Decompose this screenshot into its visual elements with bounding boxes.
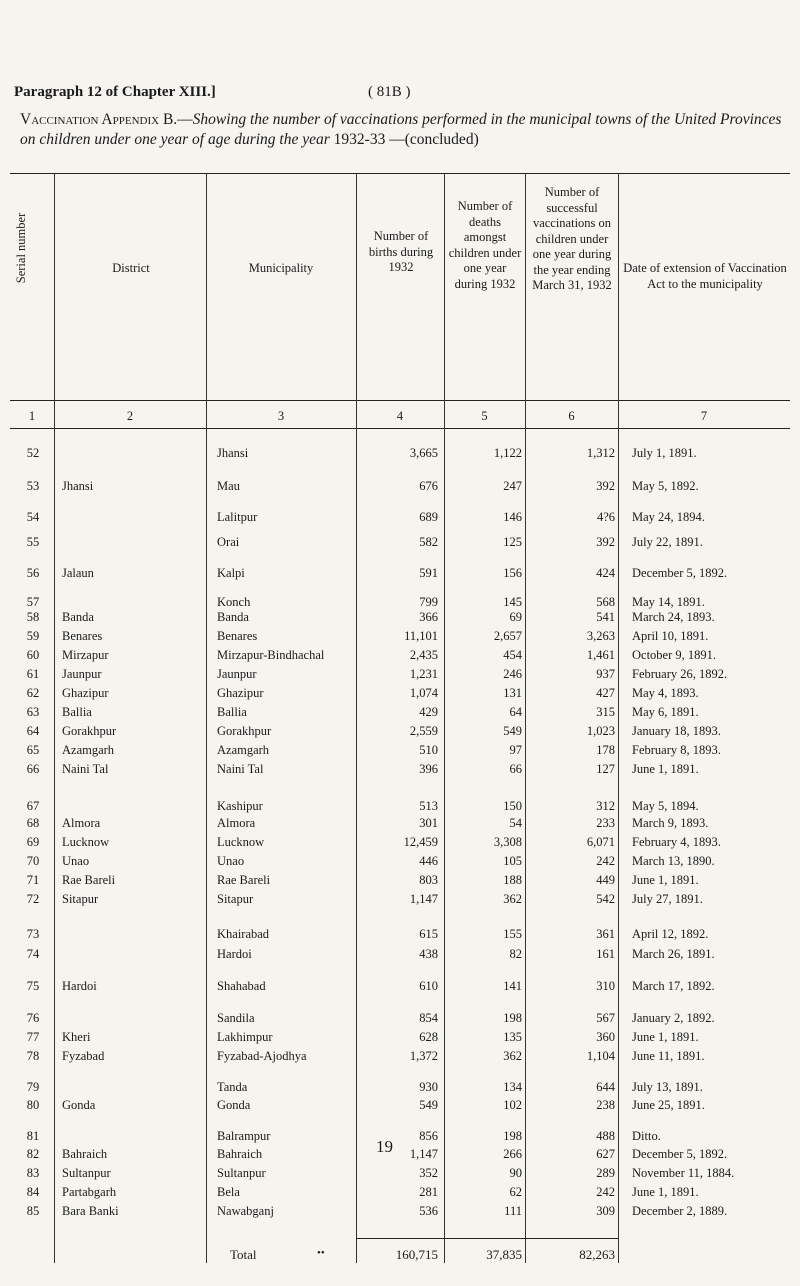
deaths-cell: 66 [509,762,522,776]
births-cell: 352 [419,1166,438,1180]
deaths-cell: 54 [509,816,522,830]
deaths-cell: 111 [504,1204,522,1218]
district-cell: Benares [62,629,103,643]
date-cell: March 24, 1893. [632,610,715,624]
births-cell: 856 [419,1129,438,1143]
vaccinations-cell: 4?6 [596,510,615,524]
table-row [10,1011,790,1027]
date-cell: November 11, 1884. [632,1166,735,1180]
serial-cell: 73 [26,927,40,941]
date-cell: July 27, 1891. [632,892,703,906]
municipality-cell: Ghazipur [217,686,264,700]
serial-cell: 83 [26,1166,40,1180]
municipality-cell: Naini Tal [217,762,264,776]
serial-cell: 65 [26,743,40,757]
deaths-cell: 90 [509,1166,522,1180]
municipality-cell: Nawabganj [217,1204,274,1218]
municipality-cell: Bela [217,1185,240,1199]
district-cell: Sultanpur [62,1166,111,1180]
serial-cell: 58 [26,610,40,624]
serial-cell: 74 [26,947,40,961]
births-cell: 689 [419,510,438,524]
table-caption [20,110,790,150]
vaccinations-cell: 238 [596,1098,615,1112]
vaccinations-cell: 567 [596,1011,615,1025]
vaccinations-cell: 644 [596,1080,615,1094]
date-cell: December 2, 1889. [632,1204,728,1218]
table-row [10,595,790,611]
table-row [10,979,790,995]
table-row [10,667,790,683]
vaccinations-cell: 488 [596,1129,615,1143]
table-row [10,947,790,963]
deaths-cell: 69 [509,610,522,624]
table-row [10,566,790,582]
colnum-6: 6 [568,409,575,423]
municipality-cell: Tanda [217,1080,248,1094]
births-cell: 799 [419,595,438,609]
serial-cell: 80 [26,1098,40,1112]
date-cell: January 18, 1893. [632,724,721,738]
district-cell: Partabgarh [62,1185,117,1199]
deaths-cell: 198 [503,1129,522,1143]
municipality-cell: Balrampur [217,1129,271,1143]
serial-cell: 68 [26,816,40,830]
district-cell: Mirzapur [62,648,109,662]
colnum-5: 5 [481,409,488,423]
colnum-7: 7 [700,409,708,423]
vaccinations-cell: 289 [596,1166,615,1180]
serial-cell: 64 [26,724,40,738]
deaths-cell: 62 [509,1185,522,1199]
table-row [10,1030,790,1046]
caption-italic: Showing the number of vaccinations performed in the municipal towns of the United Provinces on children under one year of age during the year [20,111,782,148]
municipality-cell: Lakhimpur [217,1030,273,1044]
vaccinations-cell: 242 [596,1185,615,1199]
births-cell: 803 [419,873,438,887]
table-row [10,446,790,462]
deaths-cell: 150 [503,799,522,813]
date-cell: December 5, 1892. [632,1147,728,1161]
municipality-cell: Bahraich [217,1147,263,1161]
municipality-cell: Khairabad [217,927,270,941]
serial-cell: 54 [26,510,40,524]
table-row [10,1098,790,1114]
municipality-cell: Sultanpur [217,1166,266,1180]
table-row [10,535,790,551]
deaths-cell: 2,657 [493,629,522,643]
date-cell: June 1, 1891. [632,1185,699,1199]
date-cell: May 5, 1892. [632,479,699,493]
vaccinations-cell: 449 [596,873,615,887]
district-cell: Gorakhpur [62,724,117,738]
municipality-cell: Sandila [217,1011,255,1025]
vaccinations-cell: 310 [596,979,615,993]
table-row [10,1080,790,1096]
date-cell: July 1, 1891. [632,446,697,460]
municipality-cell: Unao [217,854,245,868]
district-cell: Ghazipur [62,686,109,700]
table-top-rule [10,173,790,174]
births-cell: 281 [419,1185,438,1199]
table-row [10,835,790,851]
page-header-left: Paragraph 12 of Chapter XIII.] [14,84,216,100]
table-row [10,816,790,832]
serial-cell: 69 [26,835,40,849]
deaths-cell: 1,122 [493,446,522,460]
date-cell: June 25, 1891. [632,1098,705,1112]
vaccinations-cell: 312 [596,799,615,813]
table-row [10,648,790,664]
municipality-cell: Hardoi [217,947,252,961]
municipality-cell: Lalitpur [217,510,258,524]
page-number: 19 [376,1137,393,1156]
vaccinations-cell: 360 [596,1030,615,1044]
births-cell: 513 [419,799,438,813]
vaccinations-cell: 1,312 [586,446,615,460]
serial-cell: 55 [26,535,40,549]
district-cell: Sitapur [62,892,99,906]
municipality-cell: Mau [217,479,240,493]
vaccinations-cell: 542 [596,892,615,906]
table-row [10,705,790,721]
serial-cell: 60 [26,648,40,662]
serial-cell: 78 [26,1049,40,1063]
colnum-2: 2 [126,409,134,423]
table-row [10,510,790,526]
colnum-1: 1 [28,409,36,423]
deaths-cell: 105 [503,854,522,868]
total-label: Total [230,1247,257,1262]
district-cell: Naini Tal [62,762,109,776]
date-cell: May 6, 1891. [632,705,699,719]
vaccinations-cell: 392 [596,479,615,493]
deaths-cell: 64 [509,705,522,719]
date-cell: April 12, 1892. [632,927,709,941]
date-cell: February 8, 1893. [632,743,721,757]
table-row [10,799,790,815]
table-row [10,1204,790,1220]
municipality-cell: Fyzabad-Ajodhya [217,1049,307,1063]
total-deaths: 37,835 [486,1247,522,1262]
births-cell: 591 [419,566,438,580]
date-cell: October 9, 1891. [632,648,717,662]
municipality-cell: Orai [217,535,240,549]
municipality-cell: Kashipur [217,799,263,813]
vaccinations-cell: 392 [596,535,615,549]
header-deaths: Number of deaths amongst children under one year during 1932 [448,199,522,291]
deaths-cell: 146 [503,510,522,524]
vaccinations-cell: 568 [596,595,615,609]
municipality-cell: Ballia [217,705,247,719]
deaths-cell: 102 [503,1098,522,1112]
date-cell: Ditto. [632,1129,661,1143]
table-row [10,686,790,702]
births-cell: 429 [419,705,438,719]
vaccinations-cell: 427 [596,686,615,700]
serial-cell: 75 [26,979,40,993]
date-cell: June 1, 1891. [632,762,699,776]
serial-cell: 62 [26,686,40,700]
table-row [10,1049,790,1065]
serial-cell: 59 [26,629,40,643]
municipality-cell: Shahabad [217,979,266,993]
date-cell: March 26, 1891. [632,947,715,961]
district-cell: Almora [62,816,101,830]
vaccinations-cell: 161 [596,947,615,961]
births-cell: 1,074 [409,686,438,700]
municipality-cell: Lucknow [217,835,265,849]
births-cell: 11,101 [404,629,438,643]
deaths-cell: 145 [503,595,522,609]
births-cell: 366 [419,610,438,624]
district-cell: Bara Banki [62,1204,119,1218]
date-cell: January 2, 1892. [632,1011,715,1025]
district-cell: Unao [62,854,90,868]
municipality-cell: Rae Bareli [217,873,271,887]
vaccinations-cell: 361 [596,927,615,941]
district-cell: Gonda [62,1098,96,1112]
table-row [10,762,790,778]
deaths-cell: 362 [503,1049,522,1063]
serial-cell: 56 [26,566,40,580]
vaccinations-cell: 127 [596,762,615,776]
date-cell: April 10, 1891. [632,629,709,643]
header-serial-number: Serial number [14,212,28,284]
vaccinations-cell: 3,263 [586,629,615,643]
births-cell: 446 [419,854,438,868]
table-row [10,724,790,740]
serial-cell: 82 [26,1147,40,1161]
municipality-cell: Konch [217,595,251,609]
serial-cell: 61 [26,667,40,681]
colnum-3: 3 [277,409,285,423]
vaccinations-cell: 178 [596,743,615,757]
serial-cell: 66 [26,762,40,776]
district-cell: Jaunpur [62,667,102,681]
date-cell: December 5, 1892. [632,566,728,580]
header-bottom-rule [10,400,790,401]
table-row [10,610,790,626]
births-cell: 549 [419,1098,438,1112]
date-cell: March 13, 1890. [632,854,715,868]
serial-cell: 72 [26,892,40,906]
table-row [10,629,790,645]
date-cell: May 5, 1894. [632,799,699,813]
date-cell: March 17, 1892. [632,979,715,993]
births-cell: 2,559 [409,724,438,738]
deaths-cell: 135 [503,1030,522,1044]
births-cell: 930 [419,1080,438,1094]
page-header-number: ( 81B ) [368,84,411,100]
deaths-cell: 246 [503,667,522,681]
serial-cell: 85 [26,1204,40,1218]
deaths-cell: 247 [503,479,522,493]
vaccinations-cell: 541 [596,610,615,624]
date-cell: February 4, 1893. [632,835,721,849]
births-cell: 1,231 [409,667,438,681]
deaths-cell: 134 [503,1080,522,1094]
municipality-cell: Mirzapur-Bindhachal [217,648,325,662]
deaths-cell: 131 [503,686,522,700]
header-municipality: Municipality [248,261,314,275]
births-cell: 610 [419,979,438,993]
births-cell: 582 [419,535,438,549]
vaccinations-cell: 315 [596,705,615,719]
births-cell: 1,147 [409,1147,438,1161]
deaths-cell: 266 [503,1147,522,1161]
vaccinations-cell: 309 [596,1204,615,1218]
date-cell: March 9, 1893. [632,816,709,830]
vaccinations-cell: 1,023 [586,724,615,738]
serial-cell: 76 [26,1011,40,1025]
vaccinations-cell: 1,104 [586,1049,615,1063]
table-row [10,873,790,889]
district-cell: Bahraich [62,1147,108,1161]
births-cell: 438 [419,947,438,961]
municipality-cell: Banda [217,610,249,624]
births-cell: 3,665 [409,446,438,460]
table-row [10,743,790,759]
table-row [10,927,790,943]
deaths-cell: 156 [503,566,522,580]
births-cell: 301 [419,816,438,830]
colnum-4: 4 [396,409,404,423]
municipality-cell: Jaunpur [217,667,257,681]
serial-cell: 70 [26,854,40,868]
serial-cell: 63 [26,705,40,719]
district-cell: Fyzabad [62,1049,105,1063]
municipality-cell: Azamgarh [217,743,270,757]
vaccinations-cell: 1,461 [586,648,615,662]
serial-cell: 67 [26,799,40,813]
deaths-cell: 198 [503,1011,522,1025]
table-row [10,1185,790,1201]
caption-suffix: 1932-33 —(concluded) [329,131,479,148]
deaths-cell: 549 [503,724,522,738]
serial-cell: 84 [26,1185,40,1199]
caption-dash: — [177,111,193,128]
column-number-rule [10,428,790,429]
deaths-cell: 454 [503,648,522,662]
caption-prefix: Vaccination Appendix B. [20,111,178,128]
municipality-cell: Gonda [217,1098,251,1112]
serial-cell: 71 [26,873,40,887]
district-cell: Banda [62,610,94,624]
total-births: 160,715 [395,1247,438,1262]
date-cell: May 24, 1894. [632,510,705,524]
births-cell: 615 [419,927,438,941]
vaccinations-cell: 233 [596,816,615,830]
births-cell: 396 [419,762,438,776]
deaths-cell: 97 [509,743,522,757]
births-cell: 676 [419,479,438,493]
births-cell: 536 [419,1204,438,1218]
deaths-cell: 141 [503,979,522,993]
date-cell: June 1, 1891. [632,1030,699,1044]
date-cell: June 11, 1891. [632,1049,705,1063]
district-cell: Rae Bareli [62,873,116,887]
deaths-cell: 3,308 [493,835,522,849]
vaccinations-cell: 424 [596,566,615,580]
district-cell: Hardoi [62,979,97,993]
date-cell: February 26, 1892. [632,667,728,681]
date-cell: May 4, 1893. [632,686,699,700]
total-dots: •• [317,1247,325,1259]
date-cell: July 13, 1891. [632,1080,703,1094]
header-extension-date: Date of extension of Vaccination Act to the municipality [623,261,787,291]
vaccinations-cell: 627 [596,1147,615,1161]
municipality-cell: Almora [217,816,256,830]
births-cell: 1,147 [409,892,438,906]
table-row [10,479,790,495]
municipality-cell: Jhansi [217,446,249,460]
district-cell: Jhansi [62,479,94,493]
serial-cell: 57 [26,595,40,609]
table-row [10,892,790,908]
municipality-cell: Benares [217,629,258,643]
deaths-cell: 155 [503,927,522,941]
table-row [10,1166,790,1182]
municipality-cell: Sitapur [217,892,254,906]
births-cell: 628 [419,1030,438,1044]
births-cell: 12,459 [403,835,438,849]
serial-cell: 52 [26,446,40,460]
table-row [10,1129,790,1145]
vaccinations-cell: 242 [596,854,615,868]
deaths-cell: 82 [509,947,522,961]
table-row [10,854,790,870]
deaths-cell: 125 [503,535,522,549]
births-cell: 2,435 [409,648,438,662]
serial-cell: 79 [26,1080,40,1094]
header-vaccinations: Number of successful vaccinations on children under one year during the year ending March 31, 1932 [532,185,612,292]
table-row [10,1147,790,1163]
municipality-cell: Kalpi [217,566,245,580]
date-cell: July 22, 1891. [632,535,703,549]
births-cell: 1,372 [409,1049,438,1063]
date-cell: May 14, 1891. [632,595,705,609]
serial-cell: 53 [26,479,40,493]
total-vaccinations: 82,263 [579,1247,615,1262]
vaccinations-cell: 937 [596,667,615,681]
births-cell: 854 [419,1011,438,1025]
date-cell: June 1, 1891. [632,873,699,887]
births-cell: 510 [419,743,438,757]
district-cell: Kheri [62,1030,91,1044]
district-cell: Jalaun [62,566,94,580]
district-cell: Lucknow [62,835,110,849]
district-cell: Azamgarh [62,743,115,757]
serial-cell: 77 [26,1030,40,1044]
vaccinations-cell: 6,071 [586,835,615,849]
deaths-cell: 362 [503,892,522,906]
deaths-cell: 188 [503,873,522,887]
total-top-rule [356,1238,618,1239]
municipality-cell: Gorakhpur [217,724,272,738]
serial-cell: 81 [26,1129,40,1143]
header-births: Number of births during 1932 [368,229,434,274]
header-district: District [112,261,150,275]
district-cell: Ballia [62,705,92,719]
